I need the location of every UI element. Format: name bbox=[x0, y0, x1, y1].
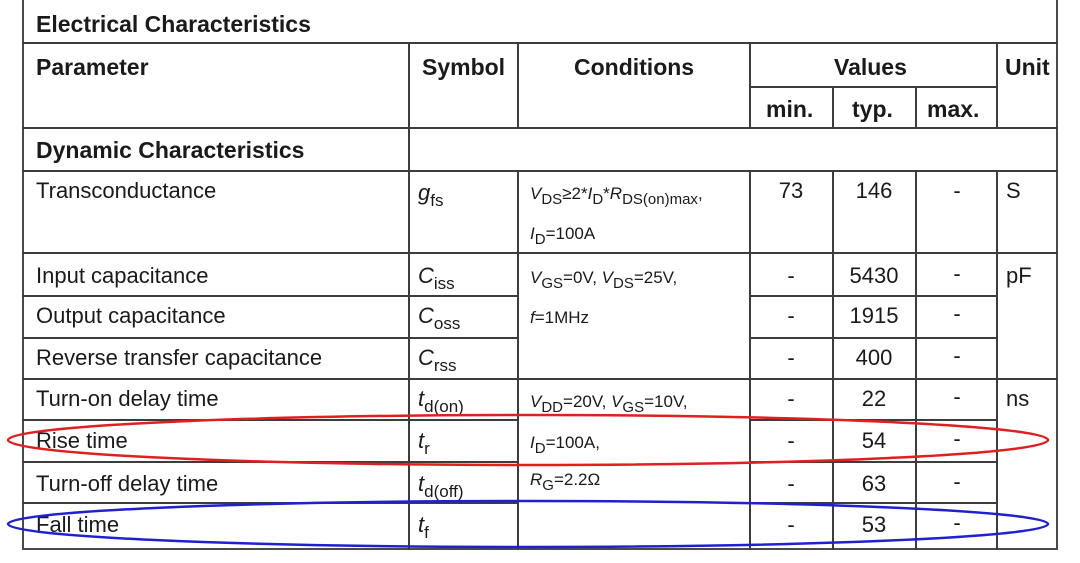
value-min: - bbox=[787, 428, 795, 453]
symbol-tr: $t_r$ bbox=[418, 428, 430, 458]
value-typ: 1915 bbox=[849, 303, 899, 328]
header-typ: typ. bbox=[852, 96, 893, 122]
param-input-capacitance: Input capacitance bbox=[36, 263, 209, 288]
value-typ: 53 bbox=[861, 512, 887, 537]
value-max: - bbox=[953, 426, 961, 451]
value-min: - bbox=[787, 263, 795, 288]
section-dynamic: Dynamic Characteristics bbox=[36, 137, 305, 163]
header-parameter: Parameter bbox=[36, 54, 149, 80]
header-conditions: Conditions bbox=[574, 54, 695, 80]
symbol-td-off: $t_{d(off)}$ bbox=[418, 471, 464, 501]
symbol-tf: $t_f$ bbox=[418, 512, 429, 542]
condition-switch-line2: $I_D=100A$, bbox=[530, 433, 600, 457]
param-transconductance: Transconductance bbox=[36, 178, 217, 203]
symbol-gfs: $g_{fs}$ bbox=[418, 180, 444, 210]
value-max: - bbox=[953, 469, 961, 494]
value-max: - bbox=[953, 343, 961, 368]
condition-switch-line3: $R_G=2.2\Omega$ bbox=[530, 470, 601, 494]
value-max: - bbox=[953, 384, 961, 409]
condition-cap-line1: $V_{GS}=0V$, $V_{DS}=25V$, bbox=[530, 268, 678, 292]
value-min: - bbox=[787, 512, 795, 537]
value-max: - bbox=[953, 301, 961, 326]
condition-switch-line1: $V_{DD}=20V$, $V_{GS}=10V$, bbox=[530, 392, 688, 416]
value-typ: 400 bbox=[855, 345, 893, 370]
header-unit: Unit bbox=[1005, 54, 1050, 80]
value-max: - bbox=[953, 261, 961, 286]
fall-time-highlight bbox=[8, 501, 1048, 547]
value-min: - bbox=[787, 303, 795, 328]
condition-gfs-line2: $I_D=100A$ bbox=[530, 224, 596, 248]
value-typ: 54 bbox=[861, 428, 887, 453]
rise-time-highlight bbox=[8, 415, 1048, 465]
table-title: Electrical Characteristics bbox=[36, 11, 311, 37]
symbol-crss: $C_{rss}$ bbox=[418, 345, 457, 375]
condition-cap-line2: f=1MHz bbox=[530, 308, 590, 327]
value-typ: 63 bbox=[861, 471, 887, 496]
param-turn-off-delay: Turn-off delay time bbox=[36, 471, 219, 496]
condition-gfs-line1: $V_{DS}\ge 2*I_D*R_{DS(on)max}$, bbox=[530, 184, 703, 208]
unit-nanosecond: ns bbox=[1006, 386, 1030, 411]
symbol-ciss: $C_{iss}$ bbox=[418, 263, 455, 293]
param-rise-time: Rise time bbox=[36, 428, 128, 453]
symbol-coss: $C_{oss}$ bbox=[418, 303, 461, 333]
symbol-td-on: $t_{d(on)}$ bbox=[418, 386, 464, 416]
unit-siemens: S bbox=[1006, 178, 1021, 203]
header-values: Values bbox=[834, 54, 907, 80]
value-min: 73 bbox=[778, 178, 804, 203]
header-max: max. bbox=[927, 96, 980, 122]
value-min: - bbox=[787, 386, 795, 411]
header-min: min. bbox=[766, 96, 814, 122]
value-typ: 146 bbox=[855, 178, 893, 203]
value-max: - bbox=[953, 178, 961, 203]
value-typ: 5430 bbox=[849, 263, 899, 288]
value-min: - bbox=[787, 345, 795, 370]
param-fall-time: Fall time bbox=[36, 512, 120, 537]
header-symbol: Symbol bbox=[422, 54, 506, 80]
param-output-capacitance: Output capacitance bbox=[36, 303, 226, 328]
value-typ: 22 bbox=[861, 386, 887, 411]
value-max: - bbox=[953, 510, 961, 535]
param-reverse-transfer-capacitance: Reverse transfer capacitance bbox=[36, 345, 323, 370]
unit-picofarad: pF bbox=[1006, 263, 1032, 288]
param-turn-on-delay: Turn-on delay time bbox=[36, 386, 219, 411]
value-min: - bbox=[787, 471, 795, 496]
